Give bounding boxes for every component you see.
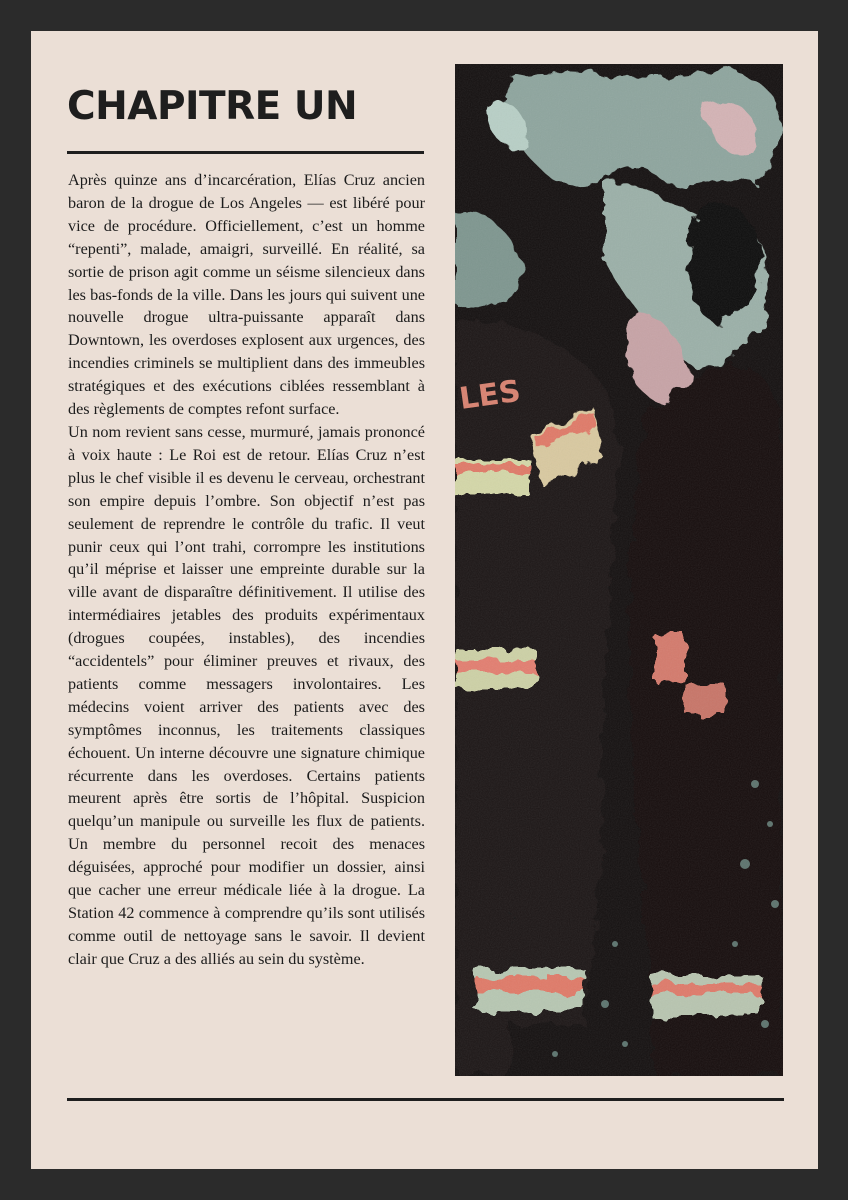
chapter-title: CHAPITRE UN: [67, 84, 358, 129]
footer-divider: [67, 1098, 784, 1101]
firefighters-photo: [455, 64, 783, 1076]
body-paragraph-2: Un nom revient sans cesse, murmuré, jamais prononcé à voix haute : Le Roi est de retour. Elías Cruz n’est plus le chef visible il es devenu le cerveau, orchestrant son empire depuis l’ombre. Son objectif n’est pas seulement de reprendre le contrôle du trafic. Il veut punir ceux qui l’ont trahi, corrompre les institutions qu’il méprise et laisser une empreinte durable sur la ville avant de disparaître définitivement. Il utilise des intermédiaires jetables des produits expérimentaux (drogues coupées, instables), des incendies “accidentels” pour éliminer preuves et rivaux, des patients comme messagers involontaires. Les médecins voient arriver des patients avec des symptômes inconnus, les traitements classiques échouent. Un interne découvre une signature chimique récurrente dans les overdoses. Certains patients meurent après être sortis de l’hôpital. Suspicion quelqu’un manipule ou surveille les flux de patients. Un membre du personnel recoit des menaces déguisées, approché pour modifier un dossier, ainsi que cacher une erreur médicale liée à la drogue. La Station 42 commence à comprendre qu’ils sont utilisés comme outil de nettoyage sans le savoir. Il devient clair que Cruz a des alliés au sein du système.: [68, 422, 425, 968]
body-paragraph-1: Après quinze ans d’incarcération, Elías Cruz ancien baron de la drogue de Los Angeles — est libéré pour vice de procédure. Officiellement, c’est un homme “repenti”, malade, amaigri, surveillé. En réalité, sa sortie de prison agit comme un séisme silencieux dans les bas-fonds de la ville. Dans les jours qui suivent une nouvelle drogue ultra-puissante apparaît dans Downtown, les overdoses explosent aux urgences, des incendies criminels se multiplient dans des immeubles stratégiques et des exécutions ciblées ressemblant à des règlements de comptes refont surface.: [68, 171, 425, 419]
chapter-page: [31, 31, 818, 1169]
jacket-lettering: LES: [457, 373, 523, 417]
chapter-body: [68, 169, 425, 971]
title-divider: [67, 151, 424, 154]
